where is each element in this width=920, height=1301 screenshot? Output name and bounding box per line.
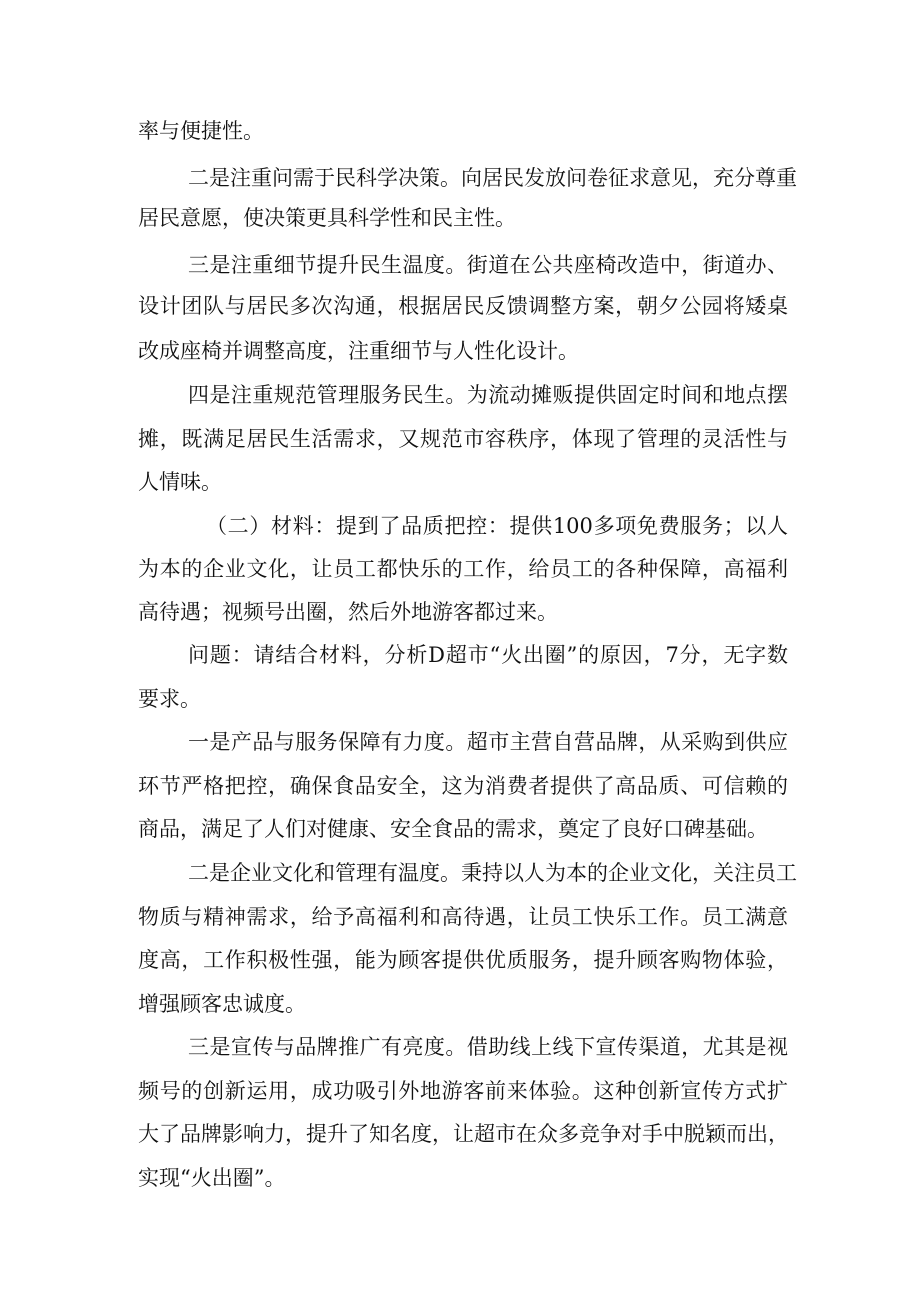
text-line: 二是企业文化和管理有温度。秉持以人为本的企业文化，关注员工 <box>188 861 797 885</box>
text-line: 增强顾客忠诚度。 <box>138 992 306 1016</box>
text-line: 一是产品与服务保障有力度。超市主营自营品牌，从采购到供应 <box>188 730 788 754</box>
text-line: 大了品牌影响力，提升了知名度，让超市在众多竞争对手中脱颖而出， <box>138 1122 789 1146</box>
text-line: 实现“火出圈”。 <box>138 1166 286 1190</box>
text-line: 三是注重细节提升民生温度。街道在公共座椅改造中，街道办、 <box>188 253 788 277</box>
text-line: 度高，工作积极性强，能为顾客提供优质服务，提升顾客购物体验， <box>138 948 788 972</box>
text-line: 人情味。 <box>138 470 222 494</box>
text-line: 要求。 <box>138 687 201 711</box>
text-line: 率与便捷性。 <box>138 119 264 143</box>
text-line: 改成座椅并调整高度，注重细节与人性化设计。 <box>138 339 579 363</box>
text-line: 二是注重问需于民科学决策。向居民发放问卷征求意见，充分尊重 <box>188 166 797 190</box>
text-line: 高待遇；视频号出圈，然后外地游客都过来。 <box>138 600 558 624</box>
text-line: 设计团队与居民多次沟通，根据居民反馈调整方案，朝夕公园将矮桌 <box>138 294 788 318</box>
text-line: 物质与精神需求，给予高福利和高待遇，让员工快乐工作。员工满意 <box>138 905 788 929</box>
text-line: 摊，既满足居民生活需求，又规范市容秩序，体现了管理的灵活性与 <box>138 427 788 451</box>
text-line: 问题：请结合材料，分析D超市“火出圈”的原因，7分，无字数 <box>188 643 788 667</box>
text-line: 居民意愿，使决策更具科学性和民主性。 <box>138 206 516 230</box>
text-line: 频号的创新运用，成功吸引外地游客前来体验。这种创新宣传方式扩 <box>138 1079 788 1103</box>
text-line: （二）材料：提到了品质把控：提供100多项免费服务；以人 <box>206 514 788 538</box>
text-line: 四是注重规范管理服务民生。为流动摊贩提供固定时间和地点摆 <box>188 383 788 407</box>
text-line: 三是宣传与品牌推广有亮度。借助线上线下宣传渠道，尤其是视 <box>188 1035 788 1059</box>
text-line: 商品，满足了人们对健康、安全食品的需求，奠定了良好口碑基础。 <box>138 817 768 841</box>
text-line: 环节严格把控，确保食品安全，这为消费者提供了高品质、可信赖的 <box>138 774 788 798</box>
text-line: 为本的企业文化，让员工都快乐的工作，给员工的各种保障，高福利 <box>138 557 788 581</box>
